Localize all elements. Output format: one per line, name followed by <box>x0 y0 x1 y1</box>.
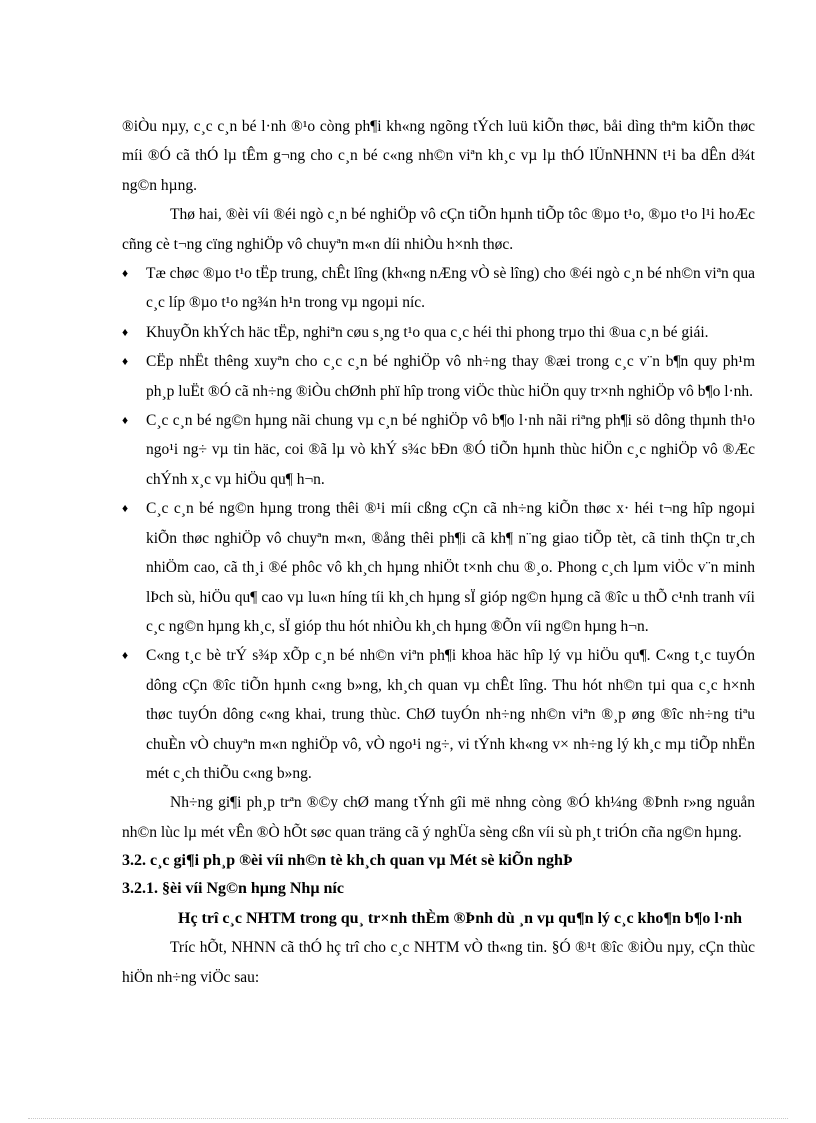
diamond-bullet-icon: ♦ <box>122 354 129 369</box>
bullet-item <box>122 318 755 347</box>
diamond-bullet-icon: ♦ <box>122 413 129 428</box>
bullet-item <box>122 641 755 788</box>
bullet-text: Tæ chøc ®µo t¹o tËp trung, chÊt lîng (kh«ng nÆng vÒ sè lîng) cho ®éi ngò c¸n bé nh©n viªn qua c¸c líp ®µo t¹o ng¾n h¹n trong vµ ngoµi níc. <box>146 265 755 312</box>
topic-heading: Hç trî c¸c NHTM trong qu¸ tr×nh thÈm ®Þnh dù ¸n vµ qu¶n lý c¸c kho¶n b¶o l·nh <box>178 910 742 928</box>
paragraph-second: Thø hai, ®èi víi ®éi ngò c¸n bé nghiÖp vô cÇn tiÕn hµnh tiÕp tôc ®µo t¹o, ®µo t¹o l¹i hoÆc cñng cè t¬ng cïng nghiÖp vô chuyªn m«n díi nhiÒu h×nh thøc. <box>122 206 755 253</box>
paragraph-intro: ®iÒu nµy, c¸c c¸n bé l·nh ®¹o còng ph¶i kh«ng ngõng tÝch luü kiÕn thøc, båi dìng thªm kiÕn thøc míi ®Ó cã thÓ lµ tÊm g¬ng cho c¸n bé c«ng nh©n viªn kh¸c vµ lµ thÓ lÜnNHNN t¹i ba dÊn d¾t ng©n hµng. <box>122 118 755 194</box>
bullet-text: C«ng t¸c bè trÝ s¾p xÕp c¸n bé nh©n viªn ph¶i khoa häc hîp lý vµ hiÖu qu¶. C«ng t¸c tuyÓn dông cÇn ®îc tiÕn hµnh c«ng b»ng, kh¸ch quan vµ chÊt lîng. Thu hót nh©n tµi qua c¸c h×nh thøc tuyÓn dông c«ng khai, trung thùc. ChØ tuyÓn nh÷ng nh©n viªn ®¸p øng ®îc nh÷ng tiªu chuÈn vÒ chuyªn m«n nghiÖp vô, vÒ ngo¹i ng÷, vi tÝnh kh«ng v× nh÷ng lý kh¸c mµ tiÕp nhËn mét c¸ch thiÕu c«ng b»ng. <box>146 647 755 782</box>
paragraph-support: Tríc hÕt, NHNN cã thÓ hç trî cho c¸c NHTM vÒ th«ng tin. §Ó ®¹t ®îc ®iÒu nµy, cÇn thùc hiÖn nh÷ng viÖc sau: <box>122 939 755 986</box>
section-heading: 3.2. c¸c gi¶i ph¸p ®èi víi nh©n tè kh¸ch quan vµ Mét sè kiÕn nghÞ <box>122 852 573 870</box>
diamond-bullet-icon: ♦ <box>122 648 129 663</box>
bullet-item <box>122 406 755 494</box>
diamond-bullet-icon: ♦ <box>122 501 129 516</box>
paragraph-conclusion: Nh÷ng gi¶i ph¸p trªn ®©y chØ mang tÝnh gîi më nhng còng ®Ó kh¼ng ®Þnh r»ng nguån nh©n lùc lµ mét vÊn ®Ò hÕt søc quan träng cã ý nghÜa sèng cßn víi sù ph¸t triÓn cña ng©n hµng. <box>122 794 755 841</box>
bullet-text: C¸c c¸n bé ng©n hµng nãi chung vµ c¸n bé nghiÖp vô b¶o l·nh nãi riªng ph¶i sö dông thµnh th¹o ngo¹i ng÷ vµ tin häc, coi ®ã lµ vò khÝ s¾c bÐn ®Ó tiÕn hµnh thùc hiÖn c¸c nghiÖp vô ®Æc chÝnh x¸c vµ hiÖu qu¶ h¬n. <box>146 412 755 488</box>
bullet-item <box>122 259 755 318</box>
bullet-text: CËp nhËt thêng xuyªn cho c¸c c¸n bé nghiÖp vô nh÷ng thay ®æi trong c¸c v¨n b¶n quy ph¹m ph¸p luËt ®Ó cã nh÷ng ®iÒu chØnh phï hîp trong viÖc thùc hiÖn quy tr×nh nghiÖp vô b¶o l·nh. <box>146 353 755 400</box>
bullet-text: C¸c c¸n bé ng©n hµng trong thêi ®¹i míi cßng cÇn cã nh÷ng kiÕn thøc x· héi t¬ng hîp ngoµi kiÕn thøc nghiÖp vô chuyªn m«n, ®ång thêi ph¶i cã kh¶ n¨ng giao tiÕp tèt, cã tinh thÇn tr¸ch nhiÖm cao, cã th¸i ®é phôc vô kh¸ch hµng nhiÖt t×nh chu ®¸o. Phong c¸ch lµm viÖc v¨n minh lÞch sù, hiÖu qu¶ cao vµ lu«n híng tíi kh¸ch hµng sÏ gióp ng©n hµng cã ®îc u thÕ c¹nh tranh víi c¸c ng©n hµng kh¸c, sÏ gióp thu hót nhiÒu kh¸ch hµng ®Õn víi ng©n hµng h¬n. <box>146 500 755 635</box>
diamond-bullet-icon: ♦ <box>122 324 129 339</box>
bullet-item <box>122 347 755 406</box>
subsection-heading: 3.2.1. §èi víi Ng©n hµng Nhµ níc <box>122 880 344 898</box>
bullet-text: KhuyÕn khÝch häc tËp, nghiªn cøu s¸ng t¹o qua c¸c héi thi phong trµo thi ®ua c¸n bé giái. <box>146 323 709 341</box>
document-body <box>122 112 755 992</box>
bullet-item <box>122 494 755 641</box>
page-bottom-divider <box>28 1118 788 1119</box>
diamond-bullet-icon: ♦ <box>122 266 129 281</box>
